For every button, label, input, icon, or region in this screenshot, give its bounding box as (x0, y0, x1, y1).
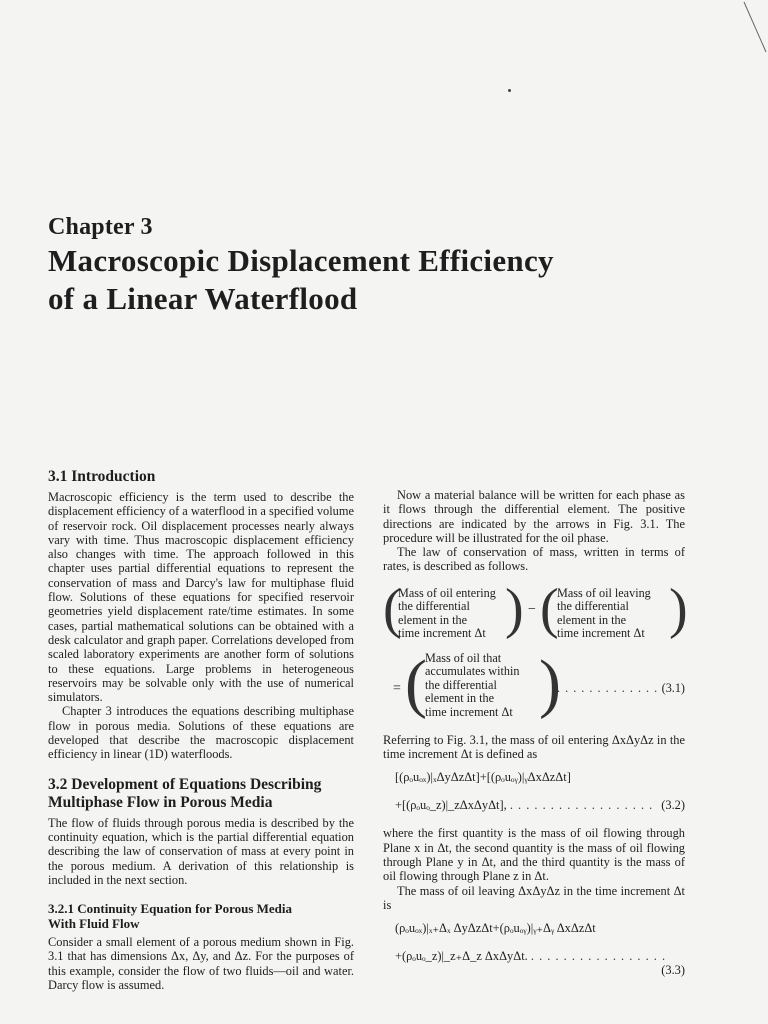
section-heading-3-2-1-line2: With Fluid Flow (48, 916, 140, 932)
equation-number-3-3: (3.3) (661, 963, 685, 978)
equation-number-3-2: (3.2) (661, 798, 685, 813)
equation-3-3-line1: (ρₒuₒₓ)|ₓ₊Δₓ ΔyΔzΔt+(ρₒuₒᵧ)|ᵧ₊Δᵧ ΔxΔzΔt (395, 921, 596, 936)
minus-sign: − (528, 601, 536, 617)
right-column (383, 488, 688, 978)
chapter-title-line1: Macroscopic Displacement Efficiency (48, 243, 554, 278)
flow-paragraph: The flow of fluids through porous media is described by the continuity equation, which is the partial differential equation describing the law of conservation of mass at every point in the porous medium. A derivation of this relationship is included in the next section. (48, 815, 354, 887)
conservation-paragraph: The law of conservation of mass, written in terms of rates, is described as follows. (383, 545, 685, 574)
section-heading-3-2-line2: Multiphase Flow in Porous Media (48, 793, 273, 811)
equation-3-2-line1: [(ρₒuₒₓ)|ₓΔyΔzΔt]+[(ρₒuₒᵧ)|ᵧΔxΔzΔt] (395, 770, 571, 785)
box-mass-entering: Mass of oil entering the differential element in the time increment Δt (398, 585, 496, 641)
mass-leaving-paragraph: The mass of oil leaving ΔxΔyΔz in the time increment Δt is (383, 883, 685, 912)
first-quantity-paragraph: where the first quantity is the mass of oil flowing through Plane x in Δt, the second quantity is the mass of oil flowing through Plane y in Δt, and the third quantity is the mass of oil flowing through Plane z in Δt. (383, 826, 685, 884)
section-heading-3-2-1-line1: 3.2.1 Continuity Equation for Porous Media (48, 901, 293, 917)
box-mass-accumulates: Mass of oil that accumulates within the differential element in the time increment Δt (425, 650, 520, 719)
equation-3-1-top: ( Mass of oil entering the differential element in the time increment Δt ) − ( Mass of oil leaving the differential element in the time increment Δt ) (383, 577, 688, 641)
box-mass-leaving: Mass of oil leaving the differential element in the time increment Δt (557, 585, 651, 641)
equation-3-3-line2: +(ρₒuₒ_z)|_z₊Δ_z ΔxΔyΔt. . . . . . . . . . . . . . . . . . (3.3) (395, 949, 685, 978)
intro-paragraph-1: Macroscopic efficiency is the term used to describe the displacement efficiency of a waterflood in a specified volume of reservoir rock. Oil displacement processes nearly always vary with time. Thus macroscopic displacement efficiency also changes with time. The approach followed in this chapter uses partial differential equations to represent the conservation of mass and Darcy's law for multiphase fluid flow. Solutions of these equations for specified reservoir geometries yield displacement rate/time estimates. In some cases, partial mathematical solutions can be obtained with a desk calculator and graph paper. Correlations developed from scaled laboratory experiments are another form of solutions to these equations. Large problems in heterogeneous reservoirs may be solvable only with the use of numerical simulators. (48, 490, 354, 705)
referring-paragraph: Referring to Fig. 3.1, the mass of oil entering ΔxΔyΔz in the time increment Δt is defined as (383, 732, 685, 762)
page-corner-mark (740, 0, 768, 54)
chapter-title (48, 242, 708, 318)
intro-paragraph-2: Chapter 3 introduces the equations describing multiphase flow in porous media. Solutions of these equations are developed that describe the macroscopic displacement efficiency in linear (1D) waterfloods. (48, 704, 354, 762)
equation-number-3-1: (3.1) (661, 680, 685, 695)
speck-mark (508, 89, 511, 92)
material-balance-paragraph: Now a material balance will be written for each phase as it flows through the differential element. The positive directions are indicated by the arrows in Fig. 3.1. The procedure will be illustrated for the oil phase. (383, 488, 685, 545)
equals-sign: = (393, 680, 401, 696)
section-heading-3-2 (48, 776, 354, 812)
chapter-label: Chapter 3 (48, 214, 153, 240)
continuity-paragraph: Consider a small element of a porous medium shown in Fig. 3.1 that has dimensions Δx, Δy, and Δz. For the purposes of this example, consider the flow of two fluids—oil and water. Darcy flow is assumed. (48, 935, 354, 993)
equation-3-2-line2: +[(ρₒuₒ_z)|_zΔxΔyΔt], . . . . . . . . . . . . . . . . . . (3.2) (395, 798, 685, 813)
section-heading-3-2-line1: 3.2 Development of Equations Describing (48, 775, 322, 793)
section-heading-3-2-1 (48, 901, 354, 931)
chapter-title-line2: of a Linear Waterflood (48, 281, 358, 316)
left-column (48, 468, 354, 992)
equation-3-1-bottom: = ( Mass of oil that accumulates within the differential element in the time increment Δt ) . . . . . . . . . . . . . (3.1) (393, 646, 685, 720)
section-heading-3-1: 3.1 Introduction (48, 468, 156, 485)
